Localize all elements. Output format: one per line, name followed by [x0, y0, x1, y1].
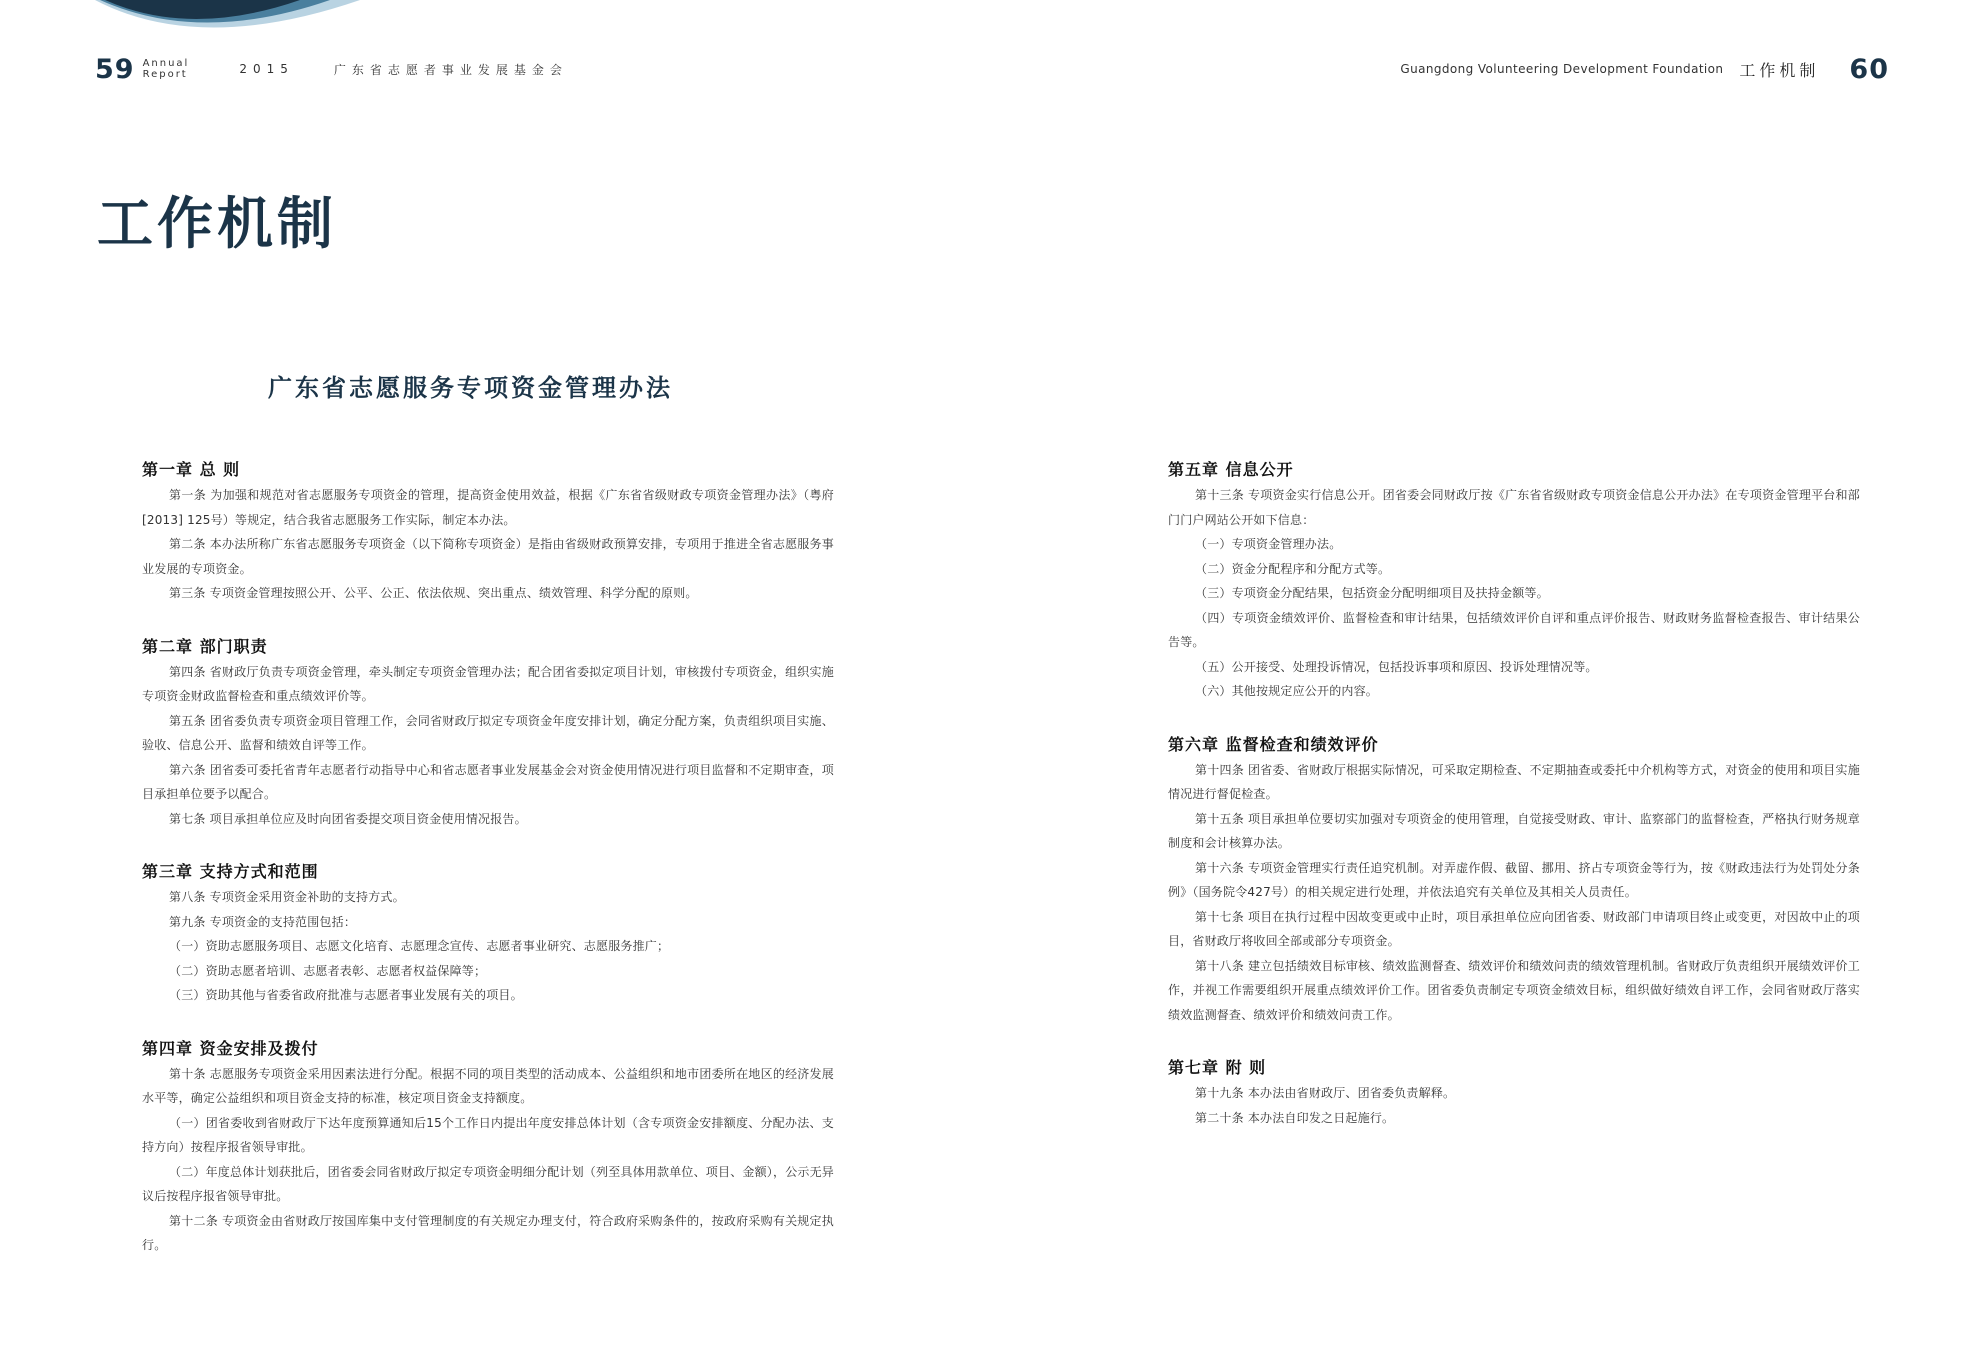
header-left — [95, 52, 568, 86]
report-year: 2015 — [239, 62, 294, 76]
org-name-cn: 广东省志愿者事业发展基金会 — [333, 62, 568, 77]
chapter-title: 第七章 附 则 — [1168, 1058, 1267, 1077]
article-paragraph: （三）资助其他与省委省政府批准与志愿者事业发展有关的项目。 — [169, 988, 523, 1002]
right-column — [1168, 456, 1860, 1157]
article-paragraph: 第十三条 专项资金实行信息公开。团省委会同财政厅按《广东省省级财政专项资金信息公开办法》在专项资金管理平台和部门门户网站公开如下信息： — [1168, 488, 1860, 527]
article-paragraph: 第九条 专项资金的支持范围包括： — [169, 914, 357, 929]
article-paragraph: 第五条 团省委负责专项资金项目管理工作，会同省财政厅拟定专项资金年度安排计划，确定分配方案，负责组织项目实施、验收、信息公开、监督和绩效自评等工作。 — [142, 713, 834, 752]
article-paragraph: 第十九条 本办法由省财政厅、团省委负责解释。 — [1195, 1086, 1456, 1100]
article-paragraph: 第四条 省财政厅负责专项资金管理，牵头制定专项资金管理办法；配合团省委拟定项目计划，审核拨付专项资金，组织实施专项资金财政监督检查和重点绩效评价等。 — [142, 664, 834, 703]
left-page-number: 59 — [95, 53, 135, 85]
article-paragraph: （一）资助志愿服务项目、志愿文化培育、志愿理念宣传、志愿者事业研究、志愿服务推广； — [169, 939, 670, 953]
report-label: Report — [142, 69, 188, 80]
chapter-section — [142, 456, 834, 606]
chapter-title: 第五章 信息公开 — [1168, 460, 1294, 479]
chapter-section — [142, 858, 834, 1008]
article-paragraph: 第七条 项目承担单位应及时向团省委提交项目资金使用情况报告。 — [169, 811, 527, 826]
article-paragraph: （二）资金分配程序和分配方式等。 — [1195, 561, 1391, 576]
page-title: 工作机制 — [97, 192, 337, 257]
article-paragraph: 第二十条 本办法自印发之日起施行。 — [1195, 1110, 1395, 1125]
chapter-section — [1168, 456, 1860, 704]
annual-report-label — [143, 58, 190, 80]
article-paragraph: 第一条 为加强和规范对省志愿服务专项资金的管理，提高资金使用效益，根据《广东省省级财政专项资金管理办法》（粤府[2013] 125号）等规定，结合我省志愿服务工作实际，制定本办法。 — [142, 488, 834, 527]
chapter-section — [1168, 1054, 1860, 1130]
article-paragraph: 第十四条 团省委、省财政厅根据实际情况，可采取定期检查、不定期抽查或委托中介机构等方式，对资金的使用和项目实施情况进行督促检查。 — [1168, 762, 1860, 801]
article-paragraph: 第三条 专项资金管理按照公开、公平、公正、依法依规、突出重点、绩效管理、科学分配的原则。 — [169, 586, 698, 600]
article-paragraph: （一）团省委收到省财政厅下达年度预算通知后15个工作日内提出年度安排总体计划（含专项资金安排额度、分配办法、支持方向）按程序报省领导审批。 — [142, 1115, 834, 1154]
chapter-section — [142, 633, 834, 832]
article-paragraph: （三）专项资金分配结果，包括资金分配明细项目及扶持金额等。 — [1195, 586, 1549, 600]
article-paragraph: 第八条 专项资金采用资金补助的支持方式。 — [169, 890, 405, 904]
org-name-en: Guangdong Volunteering Development Foundation — [1400, 62, 1724, 76]
article-paragraph: 第十条 志愿服务专项资金采用因素法进行分配。根据不同的项目类型的活动成本、公益组织和地市团委所在地区的经济发展水平等，确定公益组织和项目资金支持的标准，核定项目资金支持额度。 — [142, 1066, 834, 1105]
chapter-title: 第一章 总 则 — [142, 460, 241, 479]
left-column — [142, 456, 834, 1285]
article-paragraph: 第六条 团省委可委托省青年志愿者行动指导中心和省志愿者事业发展基金会对资金使用情况进行项目监督和不定期审查，项目承担单位要予以配合。 — [142, 762, 834, 801]
article-paragraph: （二）资助志愿者培训、志愿者表彰、志愿者权益保障等； — [169, 963, 487, 978]
article-paragraph: （四）专项资金绩效评价、监督检查和审计结果，包括绩效评价自评和重点评价报告、财政财务监督检查报告、审计结果公告等。 — [1168, 610, 1860, 649]
chapter-section — [142, 1035, 834, 1258]
article-paragraph: 第十二条 专项资金由省财政厅按国库集中支付管理制度的有关规定办理支付，符合政府采购条件的，按政府采购有关规定执行。 — [142, 1213, 834, 1252]
header-right — [1400, 52, 1889, 86]
article-paragraph: （一）专项资金管理办法。 — [1195, 537, 1342, 551]
article-paragraph: （六）其他按规定应公开的内容。 — [1195, 684, 1379, 698]
article-paragraph: （二）年度总体计划获批后，团省委会同省财政厅拟定专项资金明细分配计划（列至具体用款单位、项目、金额），公示无异议后按程序报省领导审批。 — [142, 1164, 835, 1203]
document-title: 广东省志愿服务专项资金管理办法 — [268, 374, 673, 402]
right-page-number: 60 — [1849, 53, 1889, 85]
annual-label: Annual — [142, 58, 190, 69]
article-paragraph: 第二条 本办法所称广东省志愿服务专项资金（以下简称专项资金）是指由省级财政预算安排，专项用于推进全省志愿服务事业发展的专项资金。 — [142, 537, 834, 576]
header-wave-decoration — [0, 0, 420, 50]
chapter-title: 第二章 部门职责 — [142, 636, 268, 656]
article-paragraph: （五）公开接受、处理投诉情况，包括投诉事项和原因、投诉处理情况等。 — [1195, 659, 1598, 674]
article-paragraph: 第十八条 建立包括绩效目标审核、绩效监测督查、绩效评价和绩效问责的绩效管理机制。省财政厅负责组织开展绩效评价工作，并视工作需要组织开展重点绩效评价工作。团省委负责制定专项资金绩效目标，组织做好绩效自评工作，会同省财政厅落实绩效监测督查、绩效评价和绩效问责工作。 — [1168, 958, 1860, 1022]
article-paragraph: 第十六条 专项资金管理实行责任追究机制。对弄虚作假、截留、挪用、挤占专项资金等行为，按《财政违法行为处罚处分条例》（国务院令427号）的相关规定进行处理，并依法追究有关单位及其相关人员责任。 — [1168, 860, 1860, 899]
article-paragraph: 第十七条 项目在执行过程中因故变更或中止时，项目承担单位应向团省委、财政部门申请项目终止或变更，对因故中止的项目，省财政厅将收回全部或部分专项资金。 — [1168, 909, 1860, 948]
chapter-section — [1168, 731, 1860, 1028]
article-paragraph: 第十五条 项目承担单位要切实加强对专项资金的使用管理，自觉接受财政、审计、监察部门的监督检查，严格执行财务规章制度和会计核算办法。 — [1168, 811, 1860, 850]
chapter-title: 第四章 资金安排及拨付 — [142, 1038, 319, 1058]
chapter-title: 第六章 监督检查和绩效评价 — [1168, 734, 1379, 754]
section-title: 工作机制 — [1739, 60, 1820, 80]
chapter-title: 第三章 支持方式和范围 — [142, 862, 319, 881]
